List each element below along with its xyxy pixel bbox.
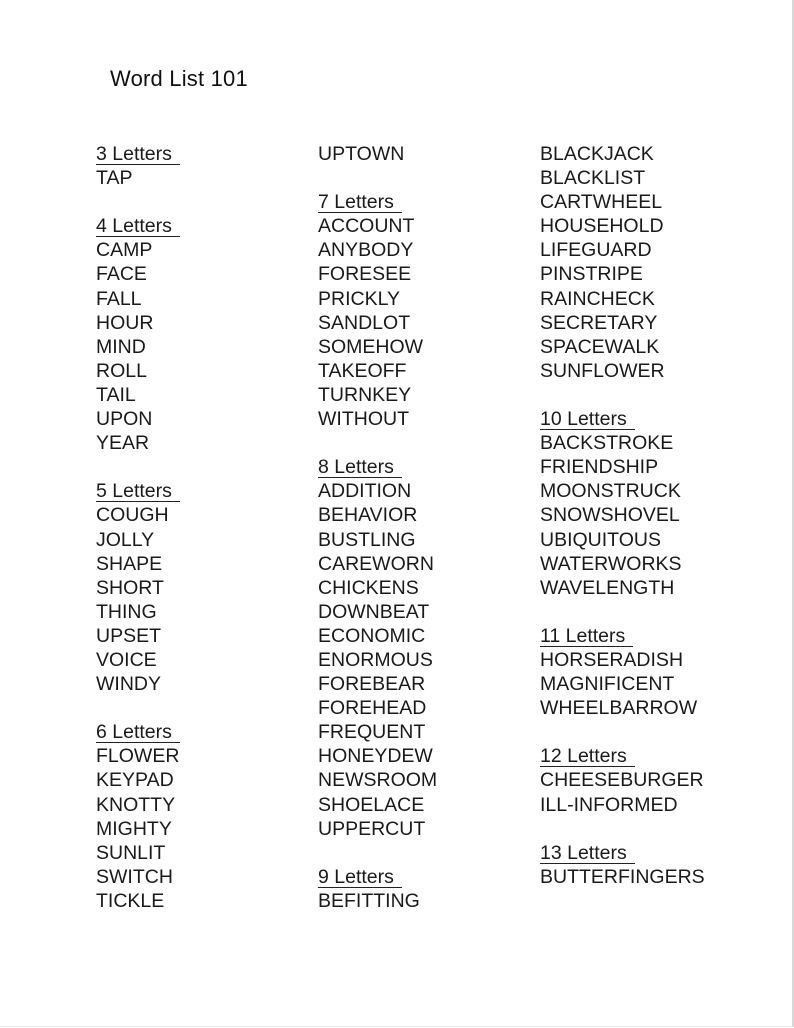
word-item: [540, 431, 740, 455]
word-item: [96, 672, 296, 696]
word-item: [540, 793, 740, 817]
word-item: [540, 576, 740, 600]
section-heading: [96, 142, 296, 166]
word-item: [96, 889, 296, 913]
spacer: [96, 696, 296, 720]
word-text: ENORMOUS: [318, 648, 433, 671]
word-item: [96, 648, 296, 672]
word-text: WAVELENGTH: [540, 576, 675, 599]
word-text: UBIQUITOUS: [540, 528, 661, 551]
word-text: TAKEOFF: [318, 359, 407, 382]
word-text: VOICE: [96, 648, 157, 671]
word-item: [96, 768, 296, 792]
word-item: [540, 214, 740, 238]
word-text: BLACKJACK: [540, 143, 654, 165]
word-text: KNOTTY: [96, 793, 176, 816]
word-item: [540, 359, 740, 383]
section-heading-label: 13 Letters: [540, 844, 635, 864]
word-item: [540, 166, 740, 190]
word-item: [96, 311, 296, 335]
spacer: [96, 455, 296, 479]
word-item: [540, 142, 740, 166]
word-item: [318, 696, 518, 720]
word-text: DOWNBEAT: [318, 600, 430, 623]
word-text: KEYPAD: [96, 769, 174, 792]
word-text: ILL-INFORMED: [540, 793, 678, 816]
word-text: BLACKLIST: [540, 167, 646, 190]
word-text: CARTWHEEL: [540, 191, 663, 214]
spacer: [318, 431, 518, 455]
word-text: BUSTLING: [318, 528, 416, 551]
word-column-1: [96, 142, 296, 913]
word-item: [96, 865, 296, 889]
word-item: [318, 889, 518, 913]
word-item: [318, 720, 518, 744]
word-item: [96, 841, 296, 865]
word-item: [318, 359, 518, 383]
word-item: [318, 142, 518, 166]
section-heading: [540, 744, 740, 768]
word-text: YEAR: [96, 432, 150, 455]
word-text: MIND: [96, 335, 146, 358]
word-text: MAGNIFICENT: [540, 673, 675, 696]
section-heading: [318, 865, 518, 889]
word-item: [96, 262, 296, 286]
word-item: [96, 552, 296, 576]
word-item: [96, 528, 296, 552]
word-column-3: [540, 142, 740, 889]
word-text: FRIENDSHIP: [540, 456, 659, 479]
word-item: [318, 648, 518, 672]
word-item: [96, 383, 296, 407]
word-text: HONEYDEW: [318, 745, 433, 768]
spacer: [540, 383, 740, 407]
word-item: [540, 479, 740, 503]
word-text: SNOWSHOVEL: [540, 504, 680, 527]
spacer: [540, 817, 740, 841]
word-text: BACKSTROKE: [540, 432, 674, 455]
word-item: [318, 238, 518, 262]
word-text: HOUSEHOLD: [540, 215, 664, 238]
word-text: TAP: [96, 167, 133, 190]
section-heading: [96, 720, 296, 744]
word-item: [96, 407, 296, 431]
section-heading: [318, 190, 518, 214]
word-item: [318, 672, 518, 696]
word-text: FREQUENT: [318, 721, 426, 744]
word-text: SANDLOT: [318, 311, 411, 334]
spacer: [318, 166, 518, 190]
spacer: [96, 190, 296, 214]
word-item: [96, 359, 296, 383]
word-item: [318, 262, 518, 286]
word-item: [96, 287, 296, 311]
word-text: FOREHEAD: [318, 697, 427, 720]
word-text: SUNLIT: [96, 841, 166, 864]
word-item: [318, 744, 518, 768]
word-text: CHEESEBURGER: [540, 769, 704, 792]
word-text: PINSTRIPE: [540, 263, 643, 286]
word-text: MIGHTY: [96, 817, 172, 840]
word-text: SWITCH: [96, 865, 173, 888]
word-item: [540, 190, 740, 214]
word-text: THING: [96, 600, 157, 623]
word-text: COUGH: [96, 504, 169, 527]
word-text: ADDITION: [318, 480, 412, 503]
word-item: [540, 552, 740, 576]
word-text: WATERWORKS: [540, 552, 682, 575]
section-heading-label: 11 Letters: [540, 627, 633, 647]
word-item: [318, 600, 518, 624]
word-text: WHEELBARROW: [540, 697, 698, 720]
spacer: [540, 720, 740, 744]
word-text: SHORT: [96, 576, 164, 599]
word-text: PRICKLY: [318, 287, 400, 310]
word-text: FACE: [96, 263, 147, 286]
word-text: HORSERADISH: [540, 648, 684, 671]
word-item: [96, 744, 296, 768]
word-item: [96, 576, 296, 600]
word-text: JOLLY: [96, 528, 155, 551]
word-text: SOMEHOW: [318, 335, 424, 358]
word-text: SPACEWALK: [540, 335, 660, 358]
word-item: [540, 311, 740, 335]
section-heading: [96, 214, 296, 238]
word-text: ECONOMIC: [318, 624, 426, 647]
word-text: UPSET: [96, 624, 162, 647]
spacer: [540, 600, 740, 624]
word-item: [540, 287, 740, 311]
word-text: SUNFLOWER: [540, 359, 665, 382]
word-text: TICKLE: [96, 889, 165, 912]
word-text: FALL: [96, 287, 142, 310]
word-text: CAMP: [96, 239, 153, 262]
word-item: [96, 600, 296, 624]
word-text: LIFEGUARD: [540, 239, 652, 262]
word-item: [318, 576, 518, 600]
section-heading-label: 5 Letters: [96, 482, 180, 502]
word-item: [540, 503, 740, 527]
word-text: SHOELACE: [318, 793, 425, 816]
word-item: [96, 503, 296, 527]
word-text: TAIL: [96, 383, 136, 406]
word-item: [318, 335, 518, 359]
word-item: [540, 672, 740, 696]
section-heading-label: 4 Letters: [96, 217, 180, 237]
word-item: [318, 552, 518, 576]
word-item: [540, 455, 740, 479]
word-text: UPON: [96, 408, 153, 431]
spacer: [318, 841, 518, 865]
section-heading: [540, 841, 740, 865]
word-text: UPTOWN: [318, 143, 405, 165]
section-heading-label: 3 Letters: [96, 145, 180, 165]
word-item: [318, 407, 518, 431]
section-heading: [96, 479, 296, 503]
word-text: ROLL: [96, 359, 147, 382]
word-text: UPPERCUT: [318, 817, 426, 840]
word-text: CAREWORN: [318, 552, 434, 575]
page-title: Word List 101: [110, 66, 248, 91]
word-text: WINDY: [96, 673, 161, 696]
section-heading-label: 6 Letters: [96, 723, 180, 743]
word-text: NEWSROOM: [318, 769, 438, 792]
word-item: [540, 768, 740, 792]
word-item: [96, 335, 296, 359]
word-text: BEHAVIOR: [318, 504, 418, 527]
word-text: WITHOUT: [318, 408, 409, 431]
word-text: SECRETARY: [540, 311, 658, 334]
section-heading-label: 7 Letters: [318, 193, 402, 213]
section-heading-label: 12 Letters: [540, 747, 635, 767]
word-item: [540, 648, 740, 672]
word-item: [318, 624, 518, 648]
section-heading: [540, 407, 740, 431]
word-item: [318, 311, 518, 335]
section-heading-label: 8 Letters: [318, 458, 402, 478]
word-item: [96, 817, 296, 841]
word-item: [318, 479, 518, 503]
word-item: [540, 262, 740, 286]
word-item: [96, 793, 296, 817]
word-item: [96, 166, 296, 190]
word-item: [96, 624, 296, 648]
word-text: BUTTERFINGERS: [540, 865, 705, 888]
word-text: FOREBEAR: [318, 673, 426, 696]
word-item: [318, 768, 518, 792]
word-text: ANYBODY: [318, 239, 414, 262]
word-text: FORESEE: [318, 263, 412, 286]
word-text: SHAPE: [96, 552, 163, 575]
word-item: [540, 335, 740, 359]
word-item: [540, 696, 740, 720]
word-item: [540, 528, 740, 552]
word-column-2: [318, 142, 518, 913]
word-text: ACCOUNT: [318, 215, 415, 238]
word-item: [96, 238, 296, 262]
word-text: HOUR: [96, 311, 154, 334]
section-heading: [540, 624, 740, 648]
word-item: [96, 431, 296, 455]
word-item: [318, 817, 518, 841]
word-item: [540, 865, 740, 889]
word-item: [318, 793, 518, 817]
word-text: FLOWER: [96, 745, 180, 768]
section-heading-label: 10 Letters: [540, 410, 635, 430]
word-text: CHICKENS: [318, 576, 419, 599]
section-heading-label: 9 Letters: [318, 868, 402, 888]
word-item: [318, 383, 518, 407]
word-item: [318, 214, 518, 238]
word-text: TURNKEY: [318, 383, 412, 406]
word-text: RAINCHECK: [540, 287, 655, 310]
word-text: BEFITTING: [318, 889, 420, 912]
word-item: [318, 503, 518, 527]
word-text: MOONSTRUCK: [540, 480, 681, 503]
word-item: [540, 238, 740, 262]
word-item: [318, 287, 518, 311]
section-heading: [318, 455, 518, 479]
word-item: [318, 528, 518, 552]
